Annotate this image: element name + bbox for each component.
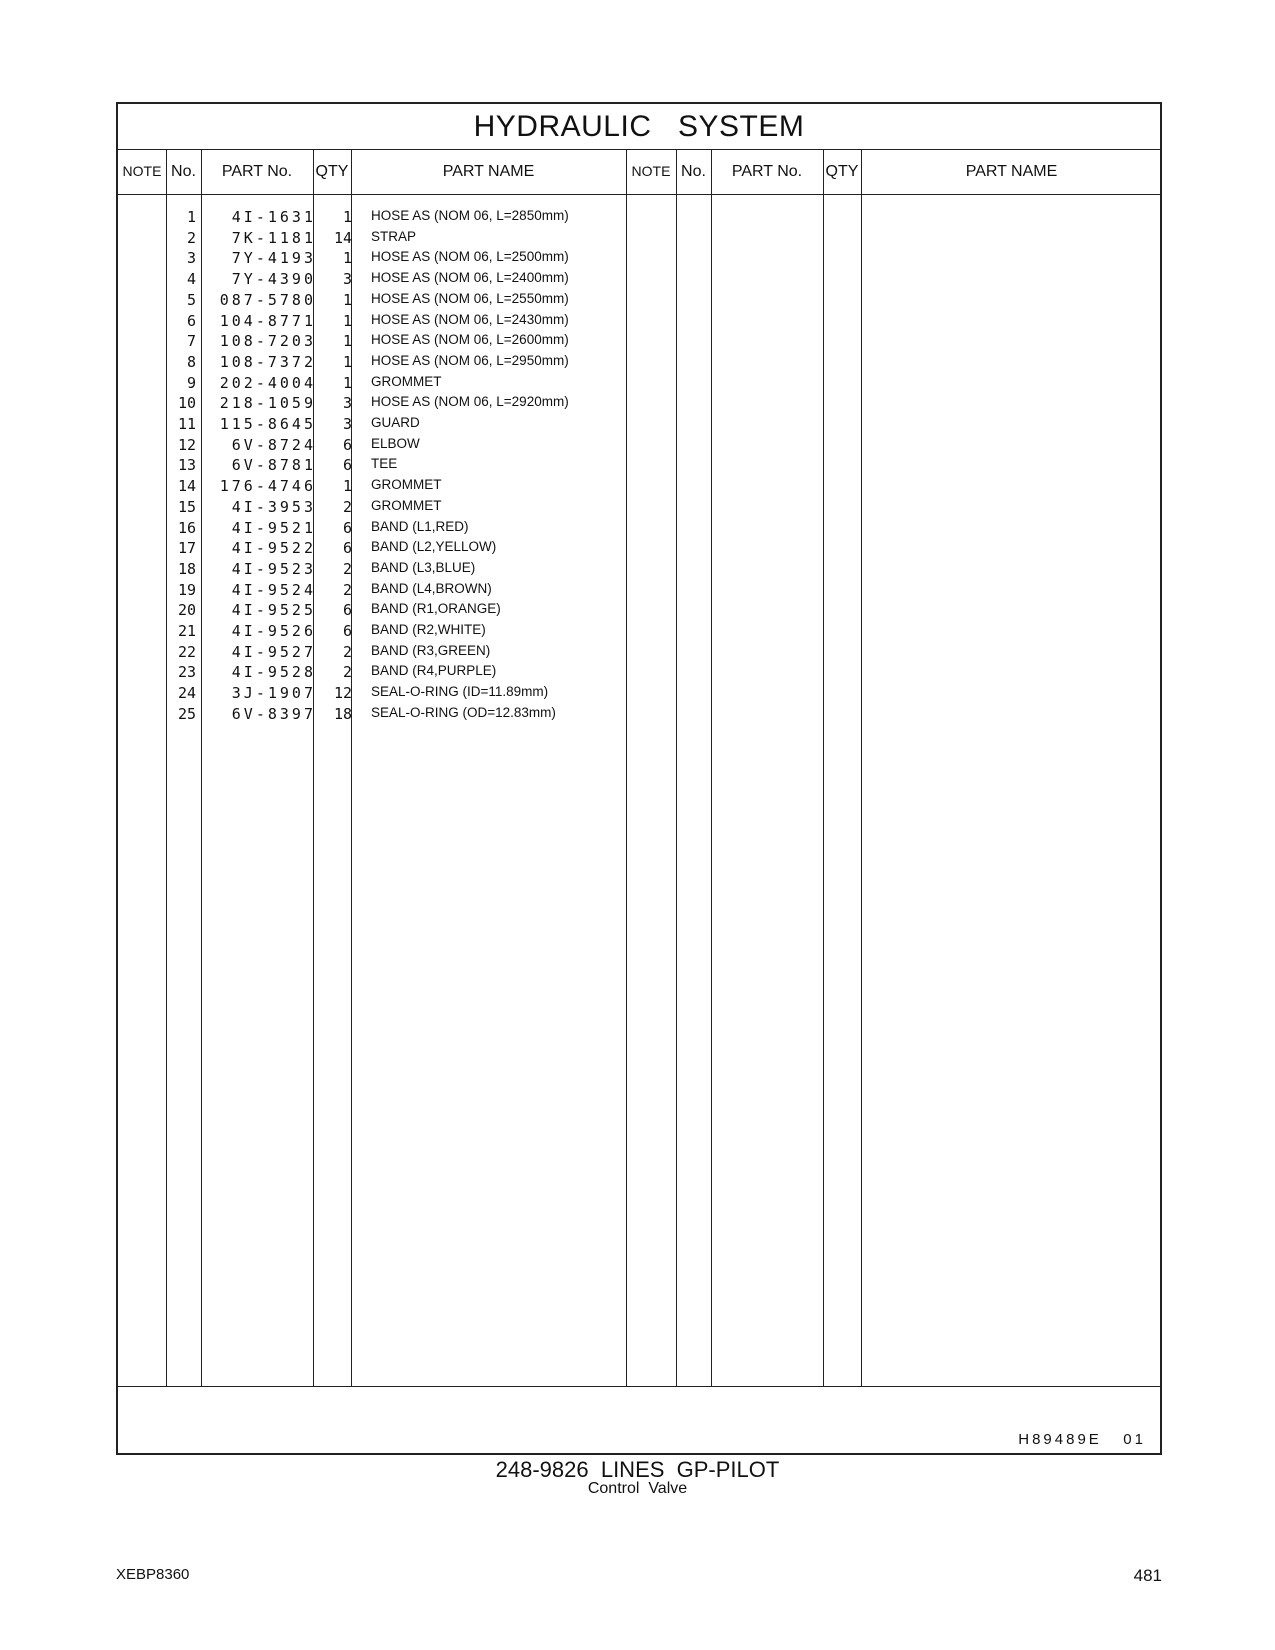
- part-number: 7K-1181: [231, 228, 316, 247]
- part-name: BAND (R2,WHITE): [371, 622, 486, 637]
- part-number: 4I-9521: [231, 518, 316, 537]
- item-number: 13: [177, 456, 196, 475]
- part-number: 4I-9524: [231, 580, 316, 599]
- part-number: 7Y-4193: [231, 249, 316, 268]
- col-no-left: No.: [171, 163, 196, 180]
- part-number: 6V-8724: [231, 435, 316, 454]
- table-row: [118, 413, 1160, 435]
- item-number: 7: [186, 332, 196, 351]
- item-number: 17: [177, 539, 196, 558]
- item-number: 12: [177, 435, 196, 454]
- item-number: 23: [177, 663, 196, 682]
- table-header: [118, 150, 1160, 195]
- quantity: 6: [342, 518, 352, 537]
- quantity: 1: [342, 352, 352, 371]
- table-row: [118, 289, 1160, 311]
- part-number: 4I-9526: [231, 622, 316, 640]
- part-number: 176-4746: [219, 477, 316, 496]
- group-caption-title: 248-9826 LINES GP-PILOT: [495, 1457, 780, 1482]
- item-number: 3: [186, 249, 196, 268]
- section-title: HYDRAULIC SYSTEM: [118, 104, 1160, 150]
- part-name: HOSE AS (NOM 06, L=2920mm): [371, 394, 569, 410]
- part-name: BAND (L4,BROWN): [371, 580, 492, 596]
- item-number: 6: [186, 311, 196, 330]
- table-row: [118, 206, 1160, 228]
- page-number: 481: [1133, 1566, 1162, 1585]
- part-name: HOSE AS (NOM 06, L=2600mm): [371, 332, 569, 348]
- quantity: 6: [342, 539, 352, 558]
- part-number: 4I-3953: [231, 497, 316, 516]
- item-number: 15: [177, 497, 196, 516]
- table-row: [118, 641, 1160, 663]
- part-name: GUARD: [371, 415, 420, 430]
- part-number: 4I-9523: [231, 559, 316, 578]
- part-name: GROMMET: [371, 477, 442, 493]
- part-number: 3J-1907: [231, 684, 316, 703]
- item-number: 11: [177, 415, 196, 433]
- item-number: 9: [186, 373, 196, 392]
- part-name: BAND (R3,GREEN): [371, 642, 491, 658]
- item-number: 24: [177, 684, 196, 703]
- part-number: 104-8771: [219, 311, 316, 330]
- parts-list: [118, 195, 1160, 1386]
- quantity: 1: [342, 311, 352, 330]
- item-number: 16: [177, 518, 196, 537]
- item-number: 8: [186, 352, 196, 371]
- quantity: 1: [342, 208, 352, 226]
- part-name: TEE: [371, 456, 398, 472]
- quantity: 3: [342, 394, 352, 413]
- table-row: [118, 661, 1160, 683]
- col-part-name-right: PART NAME: [965, 163, 1058, 180]
- quantity: 6: [342, 622, 352, 640]
- table-row: [118, 599, 1160, 621]
- part-number: 4I-9528: [231, 663, 316, 682]
- part-number: 4I-9525: [231, 601, 316, 620]
- quantity: 12: [333, 684, 352, 703]
- table-row: [118, 372, 1160, 394]
- document-number: XEBP8360: [116, 1566, 190, 1583]
- item-number: 21: [177, 622, 196, 640]
- quantity: 14: [333, 228, 352, 247]
- col-part-no-left: PART No.: [221, 163, 293, 180]
- part-number: 108-7203: [219, 332, 316, 351]
- quantity: 2: [342, 663, 352, 682]
- part-number: 4I-9522: [231, 539, 316, 558]
- parts-table-frame: [116, 102, 1162, 1455]
- item-number: 19: [177, 580, 196, 599]
- part-name: ELBOW: [371, 435, 420, 451]
- table-row: [118, 310, 1160, 332]
- part-name: HOSE AS (NOM 06, L=2500mm): [371, 249, 569, 265]
- table-row: [118, 537, 1160, 559]
- table-row: [118, 496, 1160, 518]
- table-row: [118, 268, 1160, 290]
- table-row: [118, 227, 1160, 249]
- part-name: BAND (R1,ORANGE): [371, 601, 501, 617]
- part-name: HOSE AS (NOM 06, L=2950mm): [371, 352, 569, 368]
- part-name: SEAL-O-RING (OD=12.83mm): [371, 704, 556, 720]
- quantity: 2: [342, 642, 352, 661]
- col-qty-left: QTY: [315, 163, 349, 180]
- part-number: 115-8645: [219, 415, 316, 433]
- illustration-ref-code: H89489E 01: [1018, 1431, 1146, 1448]
- part-name: GROMMET: [371, 497, 442, 513]
- quantity: 2: [342, 497, 352, 516]
- part-number: 4I-9527: [231, 642, 316, 661]
- quantity: 6: [342, 456, 352, 475]
- quantity: 1: [342, 332, 352, 351]
- table-row: [118, 703, 1160, 725]
- quantity: 18: [333, 704, 352, 723]
- quantity: 3: [342, 415, 352, 433]
- table-row: [118, 579, 1160, 601]
- quantity: 2: [342, 559, 352, 578]
- table-bottom-rule: [118, 1386, 1160, 1387]
- item-number: 22: [177, 642, 196, 661]
- part-number: 4I-1631: [231, 208, 316, 226]
- table-row: [118, 330, 1160, 352]
- quantity: 6: [342, 601, 352, 620]
- item-number: 25: [177, 704, 196, 723]
- item-number: 10: [177, 394, 196, 413]
- part-number: 6V-8397: [231, 704, 316, 723]
- item-number: 1: [186, 208, 196, 226]
- table-row: [118, 247, 1160, 269]
- part-name: HOSE AS (NOM 06, L=2430mm): [371, 311, 569, 327]
- col-part-name-left: PART NAME: [442, 163, 535, 180]
- item-number: 20: [177, 601, 196, 620]
- part-name: BAND (L3,BLUE): [371, 559, 476, 575]
- item-number: 5: [186, 290, 196, 309]
- part-number: 6V-8781: [231, 456, 316, 475]
- part-name: BAND (L2,YELLOW): [371, 539, 497, 555]
- part-number: 108-7372: [219, 352, 316, 371]
- item-number: 2: [186, 228, 196, 247]
- quantity: 1: [342, 249, 352, 268]
- col-note-right: NOTE: [631, 163, 671, 179]
- table-row: [118, 454, 1160, 476]
- table-row: [118, 351, 1160, 373]
- table-row: [118, 682, 1160, 704]
- col-part-no-right: PART No.: [731, 163, 803, 180]
- part-name: BAND (R4,PURPLE): [371, 663, 497, 679]
- part-name: HOSE AS (NOM 06, L=2850mm): [371, 208, 569, 223]
- table-row: [118, 434, 1160, 456]
- part-number: 087-5780: [219, 290, 316, 309]
- part-number: 7Y-4390: [231, 270, 316, 289]
- item-number: 4: [186, 270, 196, 289]
- part-name: HOSE AS (NOM 06, L=2400mm): [371, 270, 569, 286]
- part-name: HOSE AS (NOM 06, L=2550mm): [371, 290, 569, 306]
- item-number: 18: [177, 559, 196, 578]
- quantity: 1: [342, 290, 352, 309]
- table-row: [118, 475, 1160, 497]
- part-number: 218-1059: [219, 394, 316, 413]
- quantity: 6: [342, 435, 352, 454]
- col-no-right: No.: [681, 163, 706, 180]
- quantity: 1: [342, 477, 352, 496]
- quantity: 1: [342, 373, 352, 392]
- part-name: SEAL-O-RING (ID=11.89mm): [371, 684, 549, 700]
- part-name: GROMMET: [371, 373, 442, 389]
- table-row: [118, 392, 1160, 414]
- quantity: 3: [342, 270, 352, 289]
- part-number: 202-4004: [219, 373, 316, 392]
- part-name: BAND (L1,RED): [371, 518, 469, 534]
- group-caption-subtitle: Control Valve: [587, 1480, 688, 1497]
- table-row: [118, 517, 1160, 539]
- quantity: 2: [342, 580, 352, 599]
- col-note-left: NOTE: [122, 163, 162, 179]
- table-row: [118, 558, 1160, 580]
- col-qty-right: QTY: [825, 163, 859, 180]
- item-number: 14: [177, 477, 196, 496]
- part-name: STRAP: [371, 228, 417, 244]
- table-row: [118, 620, 1160, 642]
